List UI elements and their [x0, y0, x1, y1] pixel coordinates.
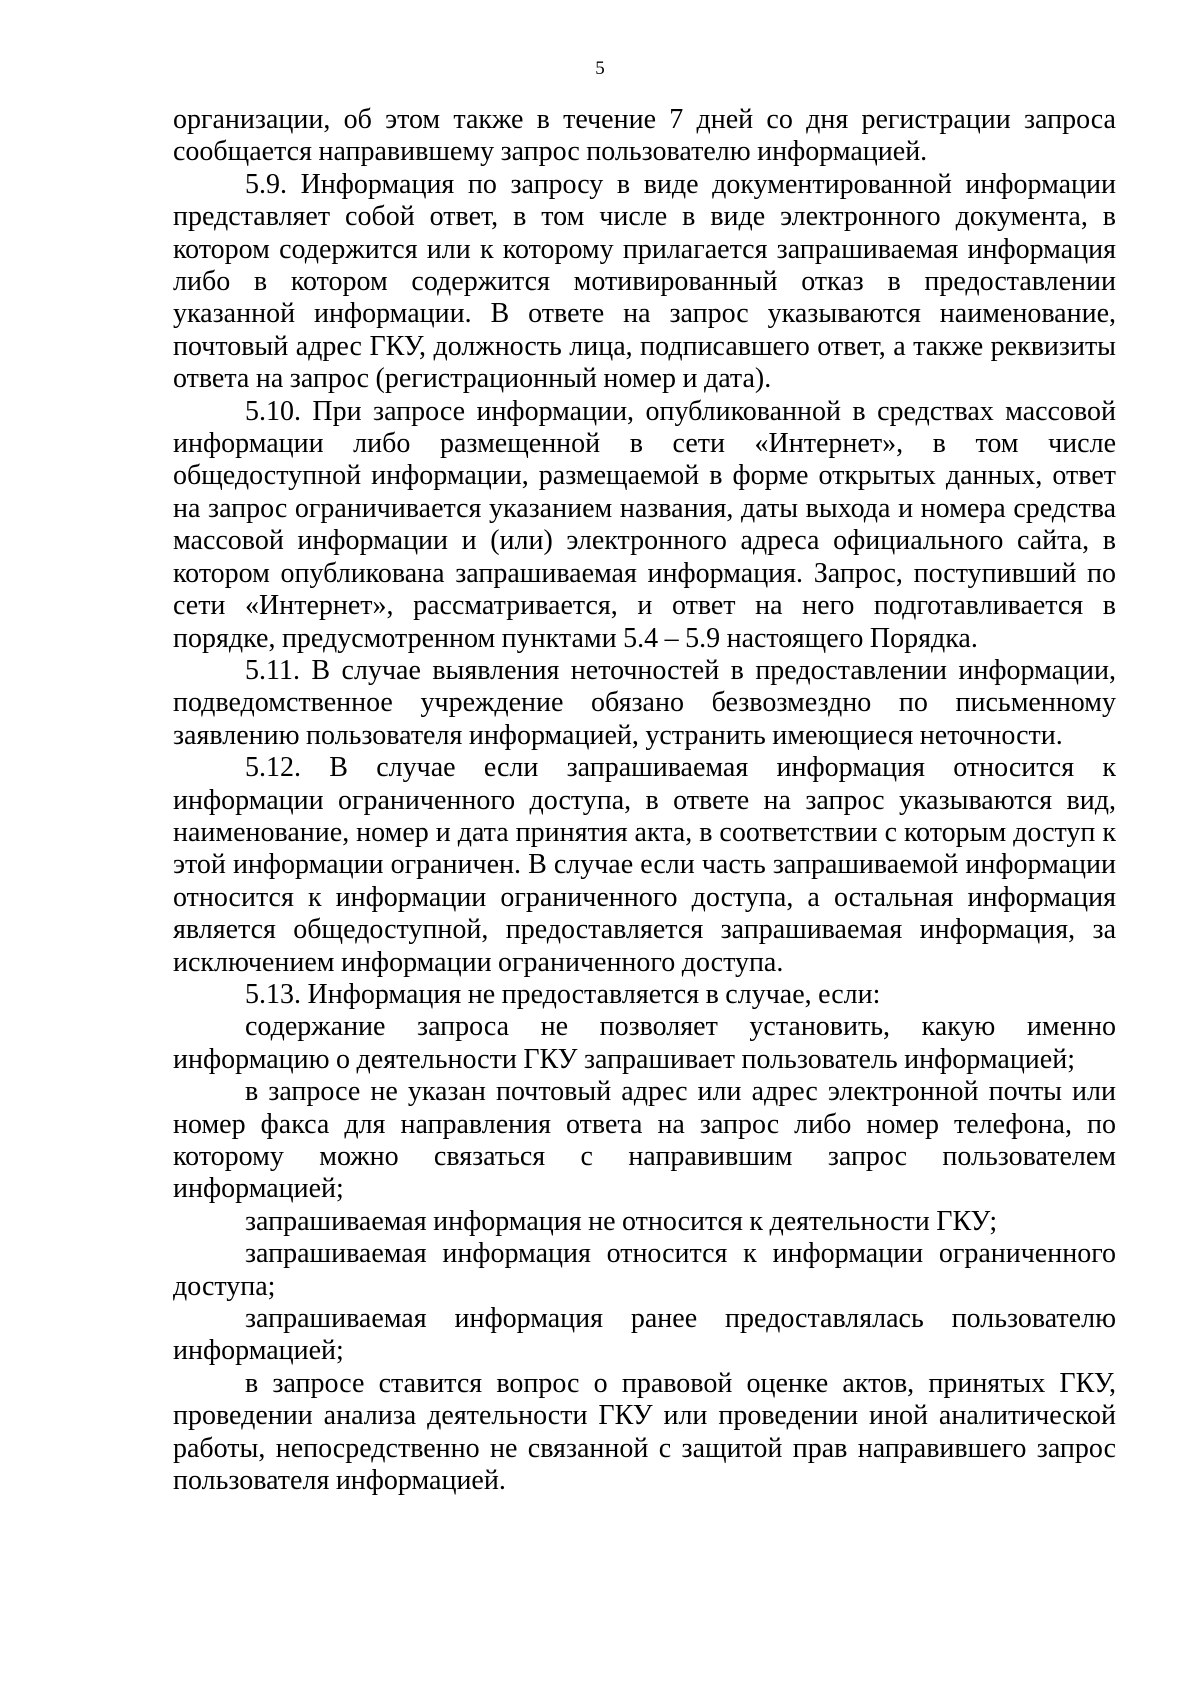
paragraph-5-9: 5.9. Информация по запросу в виде документированной информации представляет собой ответ, в том числе в виде электронного документа, в котором содержится или к которому прилагается запрашиваемая информация либо в котором содержится мотивированный отказ в предоставлении указанной информации. В ответе на запрос указываются наименование, почтовый адрес ГКУ, должность лица, подписавшего ответ, а также реквизиты ответа на запрос (регистрационный номер и дата). — [173, 168, 1116, 395]
paragraph-5-13: 5.13. Информация не предоставляется в случае, если: — [245, 978, 881, 1010]
page-number: 5 — [595, 58, 605, 79]
paragraph-5-10: 5.10. При запросе информации, опубликованной в средствах массовой информации либо размещенной в сети «Интернет», в том числе общедоступной информации, размещаемой в форме открытых данных, ответ на запрос ограничивается указанием названия, даты выхода и номера средства массовой информации и (или) электронного адреса официального сайта, в котором опубликована запрашиваемая информация. Запрос, поступивший по сети «Интернет», рассматривается, и ответ на него подготавливается в порядке, предусмотренном пунктами 5.4 – 5.9 настоящего Порядка. — [173, 395, 1116, 654]
list-item-restricted-access: запрашиваемая информация относится к информации ограниченного доступа; — [173, 1238, 1116, 1302]
paragraph-5-11: 5.11. В случае выявления неточностей в предоставлении информации, подведомственное учреждение обязано безвозмездно по письменному заявлению пользователя информацией, устранить имеющиеся неточности. — [173, 654, 1116, 751]
list-item-previously-provided: запрашиваемая информация ранее предоставлялась пользователю информацией; — [173, 1303, 1116, 1367]
list-item-not-related: запрашиваемая информация не относится к деятельности ГКУ; — [245, 1205, 998, 1237]
paragraph-continuation: организации, об этом также в течение 7 дней со дня регистрации запроса сообщается направившему запрос пользователю информацией. — [173, 104, 1116, 168]
list-item-unclear-request: содержание запроса не позволяет установить, какую именно информацию о деятельности ГКУ запрашивает пользователь информацией; — [173, 1011, 1116, 1075]
list-item-no-address: в запросе не указан почтовый адрес или адрес электронной почты или номер факса для направления ответа на запрос либо номер телефона, по которому можно связаться с направившим запрос пользователем информацией; — [173, 1076, 1116, 1205]
paragraph-5-12: 5.12. В случае если запрашиваемая информация относится к информации ограниченного доступа, в ответе на запрос указываются вид, наименование, номер и дата принятия акта, в соответствии с которым доступ к этой информации ограничен. В случае если часть запрашиваемой информации относится к информации ограниченного доступа, а остальная информация является общедоступной, предоставляется запрашиваемая информация, за исключением информации ограниченного доступа. — [173, 752, 1116, 978]
document-body — [173, 104, 1116, 1497]
list-item-legal-assessment: в запросе ставится вопрос о правовой оценке актов, принятых ГКУ, проведении анализа деятельности ГКУ или проведении иной аналитической работы, непосредственно не связанной с защитой прав направившего запрос пользователя информацией. — [173, 1367, 1116, 1497]
